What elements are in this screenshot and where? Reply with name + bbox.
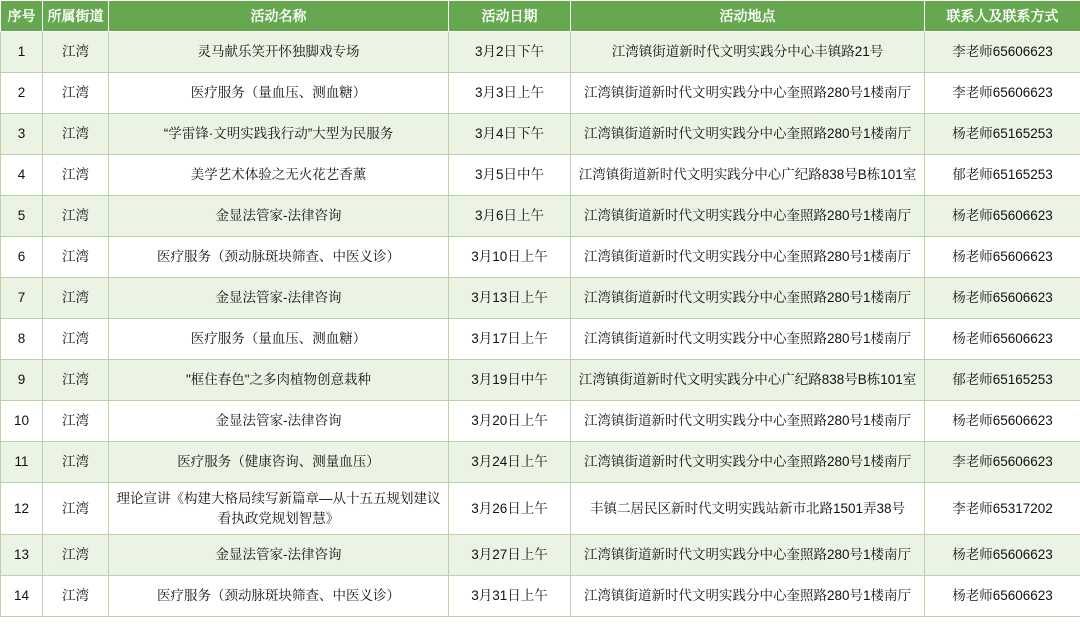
cell-contact: 杨老师65606623 bbox=[925, 278, 1080, 319]
cell-activity-date: 3月20日上午 bbox=[449, 401, 571, 442]
table-row bbox=[1, 576, 1080, 617]
table-row bbox=[1, 73, 1080, 114]
cell-contact: 杨老师65165253 bbox=[925, 114, 1080, 155]
cell-activity-date: 3月2日下午 bbox=[449, 32, 571, 73]
cell-activity-place: 江湾镇街道新时代文明实践分中心奎照路280号1楼南厅 bbox=[571, 278, 925, 319]
table-header-row bbox=[1, 1, 1080, 32]
cell-contact: 杨老师65606623 bbox=[925, 196, 1080, 237]
table-row bbox=[1, 401, 1080, 442]
table-row bbox=[1, 32, 1080, 73]
cell-activity-name: 医疗服务（颈动脉斑块筛查、中医义诊） bbox=[109, 576, 449, 617]
table-row bbox=[1, 114, 1080, 155]
table-row bbox=[1, 237, 1080, 278]
cell-contact: 杨老师65606623 bbox=[925, 319, 1080, 360]
cell-contact: 郁老师65165253 bbox=[925, 360, 1080, 401]
cell-activity-place: 江湾镇街道新时代文明实践分中心奎照路280号1楼南厅 bbox=[571, 319, 925, 360]
cell-contact: 杨老师65606623 bbox=[925, 401, 1080, 442]
cell-activity-name: 医疗服务（量血压、测血糖） bbox=[109, 73, 449, 114]
cell-activity-place: 江湾镇街道新时代文明实践分中心广纪路838号B栋101室 bbox=[571, 360, 925, 401]
cell-activity-date: 3月17日上午 bbox=[449, 319, 571, 360]
cell-activity-date: 3月31日上午 bbox=[449, 576, 571, 617]
cell-street: 江湾 bbox=[43, 73, 109, 114]
table-row bbox=[1, 196, 1080, 237]
cell-activity-name: "框住春色"之多肉植物创意栽种 bbox=[109, 360, 449, 401]
cell-activity-date: 3月10日上午 bbox=[449, 237, 571, 278]
cell-activity-place: 江湾镇街道新时代文明实践分中心奎照路280号1楼南厅 bbox=[571, 442, 925, 483]
column-header-index: 序号 bbox=[1, 1, 43, 32]
cell-street: 江湾 bbox=[43, 196, 109, 237]
cell-activity-place: 丰镇二居民区新时代文明实践站新市北路1501弄38号 bbox=[571, 483, 925, 535]
cell-activity-name: 美学艺术体验之无火花艺香薰 bbox=[109, 155, 449, 196]
cell-activity-name: 金显法管家-法律咨询 bbox=[109, 196, 449, 237]
cell-activity-name: 金显法管家-法律咨询 bbox=[109, 401, 449, 442]
cell-index: 9 bbox=[1, 360, 43, 401]
cell-index: 10 bbox=[1, 401, 43, 442]
cell-activity-name: 医疗服务（量血压、测血糖） bbox=[109, 319, 449, 360]
table-row bbox=[1, 319, 1080, 360]
cell-contact: 李老师65606623 bbox=[925, 73, 1080, 114]
cell-activity-place: 江湾镇街道新时代文明实践分中心奎照路280号1楼南厅 bbox=[571, 73, 925, 114]
cell-activity-date: 3月3日上午 bbox=[449, 73, 571, 114]
cell-activity-name: 灵马献乐笑开怀独脚戏专场 bbox=[109, 32, 449, 73]
cell-activity-place: 江湾镇街道新时代文明实践分中心奎照路280号1楼南厅 bbox=[571, 401, 925, 442]
cell-activity-name: 医疗服务（颈动脉斑块筛查、中医义诊） bbox=[109, 237, 449, 278]
cell-activity-place: 江湾镇街道新时代文明实践分中心广纪路838号B栋101室 bbox=[571, 155, 925, 196]
cell-street: 江湾 bbox=[43, 278, 109, 319]
cell-activity-place: 江湾镇街道新时代文明实践分中心奎照路280号1楼南厅 bbox=[571, 576, 925, 617]
column-header-activity-place: 活动地点 bbox=[571, 1, 925, 32]
cell-index: 5 bbox=[1, 196, 43, 237]
cell-street: 江湾 bbox=[43, 319, 109, 360]
cell-index: 1 bbox=[1, 32, 43, 73]
cell-activity-date: 3月24日上午 bbox=[449, 442, 571, 483]
table-row bbox=[1, 483, 1080, 535]
column-header-street: 所属街道 bbox=[43, 1, 109, 32]
cell-contact: 李老师65606623 bbox=[925, 32, 1080, 73]
cell-index: 13 bbox=[1, 535, 43, 576]
cell-contact: 李老师65317202 bbox=[925, 483, 1080, 535]
cell-street: 江湾 bbox=[43, 360, 109, 401]
cell-street: 江湾 bbox=[43, 237, 109, 278]
cell-activity-place: 江湾镇街道新时代文明实践分中心丰镇路21号 bbox=[571, 32, 925, 73]
cell-street: 江湾 bbox=[43, 155, 109, 196]
cell-index: 14 bbox=[1, 576, 43, 617]
cell-street: 江湾 bbox=[43, 535, 109, 576]
cell-contact: 郁老师65165253 bbox=[925, 155, 1080, 196]
cell-index: 12 bbox=[1, 483, 43, 535]
cell-activity-date: 3月4日下午 bbox=[449, 114, 571, 155]
cell-index: 6 bbox=[1, 237, 43, 278]
cell-activity-date: 3月27日上午 bbox=[449, 535, 571, 576]
cell-activity-name: 理论宣讲《构建大格局续写新篇章—从十五五规划建议看执政党规划智慧》 bbox=[109, 483, 449, 535]
cell-street: 江湾 bbox=[43, 483, 109, 535]
cell-activity-date: 3月5日中午 bbox=[449, 155, 571, 196]
cell-activity-name: 医疗服务（健康咨询、测量血压） bbox=[109, 442, 449, 483]
cell-contact: 杨老师65606623 bbox=[925, 237, 1080, 278]
cell-index: 7 bbox=[1, 278, 43, 319]
table-row bbox=[1, 442, 1080, 483]
cell-activity-date: 3月6日上午 bbox=[449, 196, 571, 237]
cell-activity-place: 江湾镇街道新时代文明实践分中心奎照路280号1楼南厅 bbox=[571, 196, 925, 237]
cell-activity-place: 江湾镇街道新时代文明实践分中心奎照路280号1楼南厅 bbox=[571, 535, 925, 576]
cell-activity-name: “学雷锋·文明实践我行动”大型为民服务 bbox=[109, 114, 449, 155]
cell-index: 3 bbox=[1, 114, 43, 155]
cell-activity-date: 3月26日上午 bbox=[449, 483, 571, 535]
cell-street: 江湾 bbox=[43, 32, 109, 73]
cell-street: 江湾 bbox=[43, 114, 109, 155]
cell-contact: 杨老师65606623 bbox=[925, 535, 1080, 576]
cell-contact: 杨老师65606623 bbox=[925, 576, 1080, 617]
column-header-activity-date: 活动日期 bbox=[449, 1, 571, 32]
cell-activity-date: 3月13日上午 bbox=[449, 278, 571, 319]
table-row bbox=[1, 535, 1080, 576]
cell-index: 4 bbox=[1, 155, 43, 196]
cell-activity-date: 3月19日中午 bbox=[449, 360, 571, 401]
column-header-contact: 联系人及联系方式 bbox=[925, 1, 1080, 32]
cell-street: 江湾 bbox=[43, 401, 109, 442]
table-row bbox=[1, 278, 1080, 319]
cell-activity-name: 金显法管家-法律咨询 bbox=[109, 535, 449, 576]
table-row bbox=[1, 360, 1080, 401]
cell-index: 11 bbox=[1, 442, 43, 483]
cell-street: 江湾 bbox=[43, 576, 109, 617]
cell-activity-place: 江湾镇街道新时代文明实践分中心奎照路280号1楼南厅 bbox=[571, 237, 925, 278]
column-header-activity-name: 活动名称 bbox=[109, 1, 449, 32]
cell-index: 8 bbox=[1, 319, 43, 360]
cell-street: 江湾 bbox=[43, 442, 109, 483]
cell-contact: 李老师65606623 bbox=[925, 442, 1080, 483]
cell-activity-name: 金显法管家-法律咨询 bbox=[109, 278, 449, 319]
table-body bbox=[1, 32, 1080, 617]
cell-index: 2 bbox=[1, 73, 43, 114]
table-row bbox=[1, 155, 1080, 196]
cell-activity-place: 江湾镇街道新时代文明实践分中心奎照路280号1楼南厅 bbox=[571, 114, 925, 155]
